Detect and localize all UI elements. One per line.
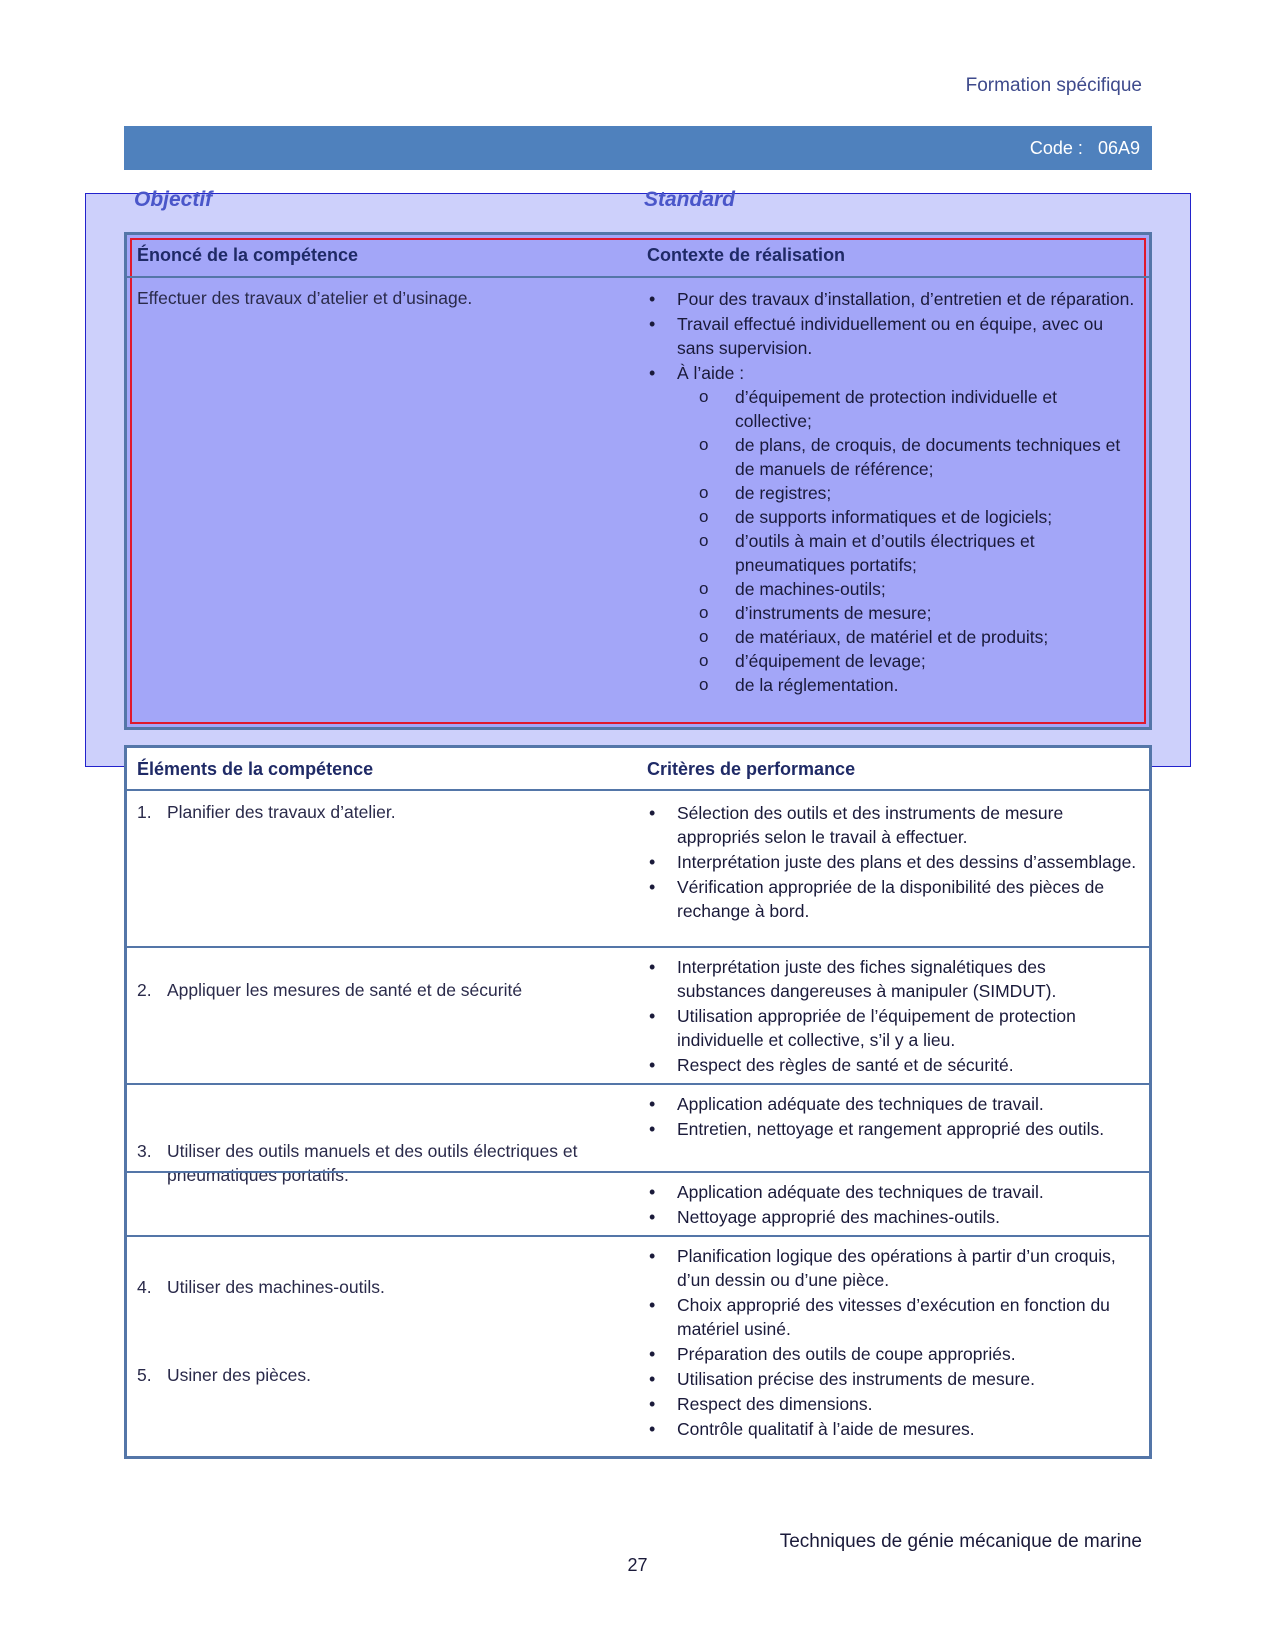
element-text: Utiliser des machines-outils.	[167, 1277, 385, 1297]
criteria-list-2	[647, 955, 1137, 1078]
criterion-item: • Utilisation précise des instruments de mesure.	[647, 1367, 1137, 1391]
criteria-list-3	[647, 1092, 1137, 1142]
page-number: 27	[627, 1555, 648, 1575]
criteria-list-4	[647, 1180, 1137, 1230]
context-item: • Travail effectué individuellement ou en équipe, avec ou sans supervision.	[647, 312, 1137, 360]
criteria-list-1	[647, 801, 1137, 924]
criterion-item: • Respect des règles de santé et de sécurité.	[647, 1053, 1137, 1077]
objective-heading: Objectif	[134, 188, 213, 211]
aids-list	[699, 385, 1137, 697]
criterion-item: • Application adéquate des techniques de travail.	[647, 1092, 1137, 1116]
criterion-item: • Interprétation juste des plans et des dessins d’assemblage.	[647, 850, 1137, 874]
criterion-item: • Choix approprié des vitesses d’exécution en fonction du matériel usiné.	[647, 1293, 1137, 1341]
criteria-header: Critères de performance	[647, 759, 856, 779]
criterion-item: • Préparation des outils de coupe appropriés.	[647, 1342, 1137, 1366]
context-header: Contexte de réalisation	[647, 245, 846, 265]
criterion-item: • Sélection des outils et des instruments de mesure appropriés selon le travail à effectuer.	[647, 801, 1137, 849]
competence-statement: Effectuer des travaux d’atelier et d’usinage.	[137, 288, 473, 308]
element-row-3	[137, 1139, 637, 1187]
document-header-title: Formation spécifique	[965, 75, 1142, 96]
competence-statement-header: Énoncé de la compétence	[137, 245, 359, 265]
element-number: 4.	[137, 1277, 152, 1297]
element-row-4	[137, 1275, 637, 1299]
element-text: Appliquer les mesures de santé et de sécurité	[167, 980, 523, 1000]
criterion-item: • Contrôle qualitatif à l’aide de mesures.	[647, 1417, 1137, 1441]
criterion-item: • Planification logique des opérations à partir d’un croquis, d’un dessin ou d’une pièce.	[647, 1244, 1137, 1292]
code-label: Code :	[1029, 138, 1083, 158]
aid-item: o de supports informatiques et de logiciels;	[699, 505, 1137, 529]
elements-header: Éléments de la compétence	[137, 759, 374, 779]
element-number: 1.	[137, 802, 152, 822]
element-text: Utiliser des outils manuels et des outils électriques et pneumatiques portatifs.	[167, 1141, 578, 1185]
code-value: 06A9	[1097, 138, 1140, 158]
footer-program: Techniques de génie mécanique de marine	[779, 1531, 1142, 1552]
context-list	[647, 287, 1137, 698]
criteria-list-5	[647, 1244, 1137, 1442]
element-text: Usiner des pièces.	[167, 1365, 311, 1385]
header-divider	[127, 789, 1149, 791]
element-row-5	[137, 1363, 637, 1387]
aid-item: o d’outils à main et d’outils électriques et pneumatiques portatifs;	[699, 529, 1137, 577]
aid-item: o d’instruments de mesure;	[699, 601, 1137, 625]
element-row-2	[137, 978, 637, 1002]
element-number: 2.	[137, 980, 152, 1000]
element-number: 5.	[137, 1365, 152, 1385]
element-number: 3.	[137, 1141, 152, 1161]
code-bar	[124, 126, 1152, 170]
criterion-item: • Nettoyage approprié des machines-outils.	[647, 1205, 1137, 1229]
aid-item: o de machines-outils;	[699, 577, 1137, 601]
element-row-1	[137, 800, 637, 824]
criterion-item: • Respect des dimensions.	[647, 1392, 1137, 1416]
header-divider	[127, 276, 1149, 278]
criterion-item: • Entretien, nettoyage et rangement approprié des outils.	[647, 1117, 1137, 1141]
aid-item: o de plans, de croquis, de documents techniques et de manuels de référence;	[699, 433, 1137, 481]
competence-table	[124, 232, 1152, 730]
performance-table	[124, 745, 1152, 1459]
criterion-item: • Application adéquate des techniques de travail.	[647, 1180, 1137, 1204]
standard-heading: Standard	[644, 188, 736, 211]
row-divider	[127, 1235, 1149, 1237]
aid-item: o d’équipement de levage;	[699, 649, 1137, 673]
row-divider	[127, 1083, 1149, 1085]
context-item: • Pour des travaux d’installation, d’entretien et de réparation.	[647, 287, 1137, 311]
row-divider	[127, 946, 1149, 948]
row-divider	[127, 1171, 1149, 1173]
aid-item: o de matériaux, de matériel et de produits;	[699, 625, 1137, 649]
criterion-item: • Interprétation juste des fiches signalétiques des substances dangereuses à manipuler (SIMDUT).	[647, 955, 1137, 1003]
context-item-label: À l’aide :	[677, 363, 745, 383]
element-text: Planifier des travaux d’atelier.	[167, 802, 396, 822]
aid-item: o d’équipement de protection individuelle et collective;	[699, 385, 1137, 433]
aid-item: o de registres;	[699, 481, 1137, 505]
context-item	[647, 361, 1137, 697]
criterion-item: • Vérification appropriée de la disponibilité des pièces de rechange à bord.	[647, 875, 1137, 923]
criterion-item: • Utilisation appropriée de l’équipement de protection individuelle et collective, s’il y a lieu.	[647, 1004, 1137, 1052]
aid-item: o de la réglementation.	[699, 673, 1137, 697]
